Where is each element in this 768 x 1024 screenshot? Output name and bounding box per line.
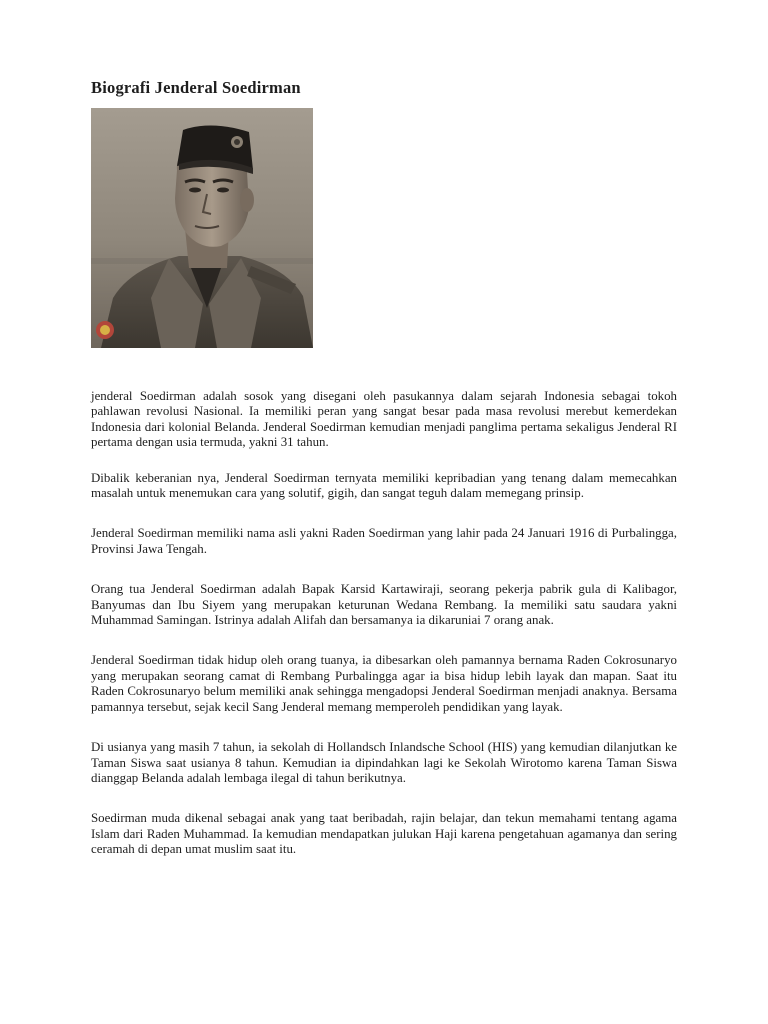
paragraph-2: Dibalik keberanian nya, Jenderal Soedirman ternyata memiliki kepribadian yang tenang dalam memecahkan masalah untuk menemukan cara yang solutif, gigih, dan sangat teguh dalam memegang prinsip. <box>91 470 677 501</box>
paragraph-7: Soedirman muda dikenal sebagai anak yang taat beribadah, rajin belajar, dan tekun memahami tentang agama Islam dari Raden Muhammad. Ia kemudian mendapatkan julukan Haji karena pengetahuan agamanya dan sering ceramah di depan umat muslim saat itu. <box>91 811 677 857</box>
paragraph-1: jenderal Soedirman adalah sosok yang disegani oleh pasukannya dalam sejarah Indonesia sebagai tokoh pahlawan revolusi Nasional. Ia memiliki peran yang sangat besar pada masa revolusi merebut kemerdekan Indonesia dari kolonial Belanda. Jenderal Soedirman kemudian menjadi panglima pertama sekaligus Jenderal RI pertama dengan usia termuda, yakni 31 tahun. <box>91 389 677 450</box>
paragraph-5: Jenderal Soedirman tidak hidup oleh orang tuanya, ia dibesarkan oleh pamannya bernama Raden Cokrosunaryo yang merupakan seorang camat di Rembang Purbalingga agar ia bisa hidup lebih layak dan mapan. Saat itu Raden Cokrosunaryo belum memiliki anak sehingga mengadopsi Jenderal Soedirman menjadi anaknya. Bersama pamannya tersebut, sejak kecil Sang Jenderal memang memperoleh pendidikan yang layak. <box>91 653 677 714</box>
paragraph-6: Di usianya yang masih 7 tahun, ia sekolah di Hollandsch Inlandsche School (HIS) yang kemudian dilanjutkan ke Taman Siswa saat usianya 8 tahun. Kemudian ia dipindahkan lagi ke Sekolah Wirotomo karena Taman Siswa dianggap Belanda adalah lembaga ilegal di tahun berikutnya. <box>91 740 677 785</box>
portrait-photo <box>91 108 313 348</box>
paragraph-3: Jenderal Soedirman memiliki nama asli yakni Raden Soedirman yang lahir pada 24 Januari 1916 di Purbalingga, Provinsi Jawa Tengah. <box>91 526 677 556</box>
document-title: Biografi Jenderal Soedirman <box>91 78 301 97</box>
paragraph-4: Orang tua Jenderal Soedirman adalah Bapak Karsid Kartawiraji, seorang pekerja pabrik gula di Kalibagor, Banyumas dan Ibu Siyem yang merupakan keturunan Wedana Rembang. Ia memiliki satu saudara yakni Muhammad Samingan. Istrinya adalah Alifah dan bersamanya ia dikaruniai 7 orang anak. <box>91 582 677 628</box>
body-text <box>91 389 677 878</box>
